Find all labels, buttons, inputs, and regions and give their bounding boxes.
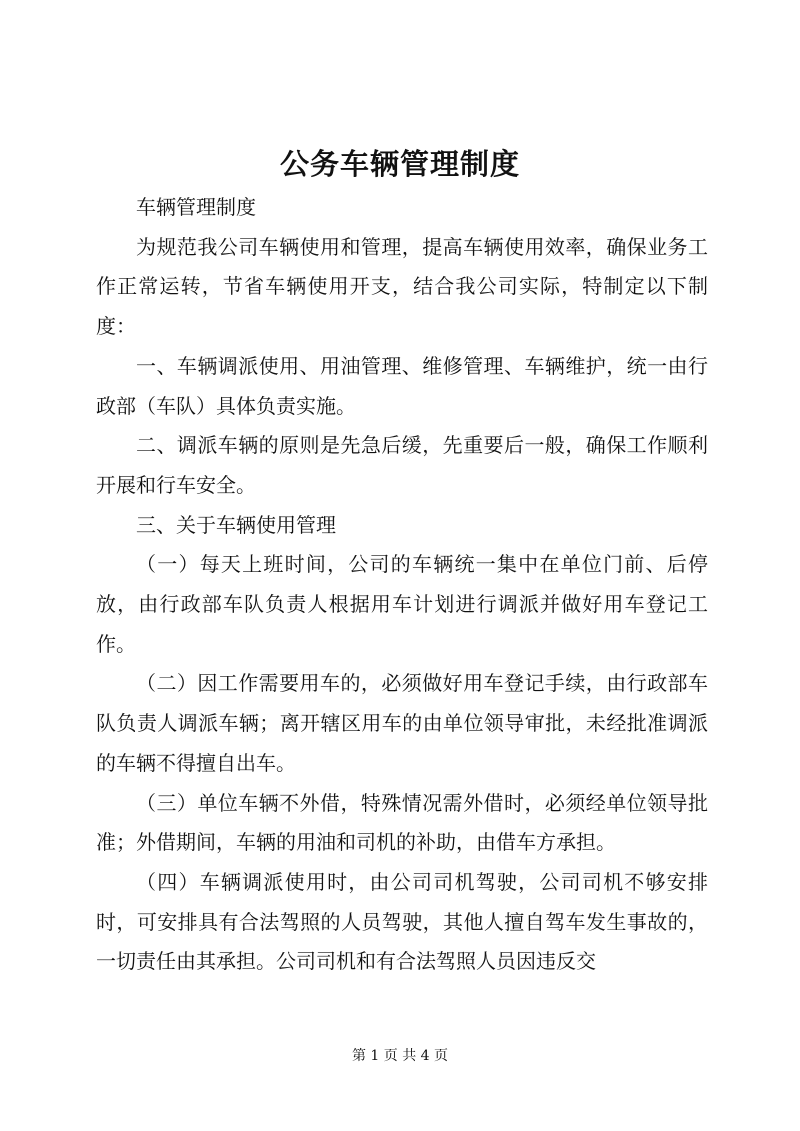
- page-footer: 第 1 页 共 4 页: [351, 1048, 449, 1064]
- paragraph-intro: 为规范我公司车辆使用和管理，提高车辆使用效率，确保业务工作正常运转，节省车辆使用开支，结合我公司实际，特制定以下制度：: [96, 234, 708, 339]
- paragraph-section-1: 一、车辆调派使用、用油管理、维修管理、车辆维护，统一由行政部（车队）具体负责实施。: [96, 353, 708, 418]
- paragraph-heading: 车辆管理制度: [136, 195, 256, 219]
- paragraph-section-2: 二、调派车辆的原则是先急后缓，先重要后一般，确保工作顺利开展和行车安全。: [96, 433, 708, 497]
- document-title: 公务车辆管理制度: [279, 147, 520, 181]
- paragraph-item-4: （四）车辆调派使用时，由公司司机驾驶，公司司机不够安排时，可安排具有合法驾照的人员驾驶，其他人擅自驾车发生事故的，一切责任由其承担。公司司机和有合法驾照人员因违反交: [96, 869, 708, 974]
- paragraph-section-3: 三、关于车辆使用管理: [136, 512, 336, 537]
- paragraph-item-1: （一）每天上班时间，公司的车辆统一集中在单位门前、后停放，由行政部车队负责人根据用车计划进行调派并做好用车登记工作。: [96, 552, 708, 656]
- document-body: [96, 188, 708, 982]
- paragraph-item-3: （三）单位车辆不外借，特殊情况需外借时，必须经单位领导批准；外借期间，车辆的用油和司机的补助，由借车方承担。: [96, 790, 708, 855]
- paragraph-item-2: （二）因工作需要用车的，必须做好用车登记手续，由行政部车队负责人调派车辆；离开辖区用车的由单位领导审批，未经批准调派的车辆不得擅自出车。: [96, 671, 708, 775]
